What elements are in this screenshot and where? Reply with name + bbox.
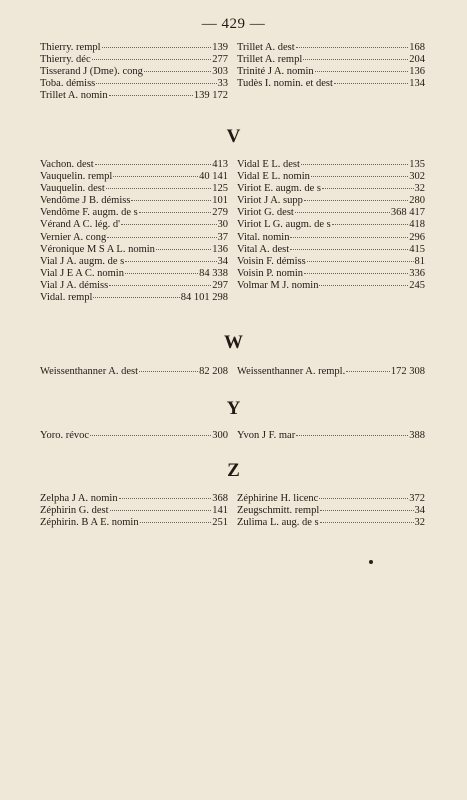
entry-name: Yvon J F. mar bbox=[237, 430, 296, 441]
index-entry bbox=[40, 493, 228, 505]
entry-pages: 300 bbox=[212, 430, 228, 441]
index-entry bbox=[237, 493, 425, 505]
entry-pages: 279 bbox=[212, 207, 228, 219]
index-entry bbox=[237, 54, 425, 66]
entry-pages: 32 bbox=[414, 517, 425, 529]
section-letter-v: V bbox=[226, 126, 241, 147]
entry-pages: 245 bbox=[409, 279, 425, 291]
entry-name: Vidal. rempl bbox=[40, 292, 93, 304]
index-entry bbox=[40, 54, 228, 66]
entry-pages: 204 bbox=[409, 54, 425, 66]
index-entry bbox=[40, 244, 228, 256]
entry-name: Vauquelin. rempl bbox=[40, 171, 113, 183]
dot-leader bbox=[92, 59, 212, 60]
index-entry bbox=[40, 505, 228, 517]
column-left bbox=[40, 159, 228, 304]
entry-pages: 84 338 bbox=[199, 267, 228, 279]
dot-leader bbox=[109, 285, 211, 286]
entry-pages: 296 bbox=[409, 231, 425, 243]
entry-name: Trillet A. rempl bbox=[237, 54, 303, 66]
entry-pages: 40 141 bbox=[199, 171, 228, 183]
entry-pages: 251 bbox=[212, 517, 228, 529]
page-number: — 429 — bbox=[201, 16, 266, 32]
dot-leader bbox=[95, 164, 212, 165]
index-entry bbox=[40, 292, 228, 304]
index-entry bbox=[40, 219, 228, 231]
entry-name: Zelpha J A. nomin bbox=[40, 493, 118, 504]
index-entry bbox=[237, 159, 425, 171]
section-letter-w: W bbox=[224, 332, 243, 353]
entry-pages: 30 bbox=[217, 219, 228, 231]
entry-name: Weissenthanner A. dest bbox=[40, 366, 139, 377]
dot-leader bbox=[140, 522, 212, 523]
dot-leader bbox=[139, 212, 212, 213]
entry-name: Vital A. dest bbox=[237, 243, 290, 255]
section-letter-y: Y bbox=[226, 398, 241, 419]
entry-pages: 134 bbox=[409, 78, 425, 90]
entry-name: Zeugschmitt. rempl bbox=[237, 505, 320, 517]
entry-pages: 415 bbox=[409, 243, 425, 255]
dot-leader bbox=[296, 435, 408, 436]
entry-name: Volmar M J. nomin bbox=[237, 279, 319, 291]
dot-leader bbox=[96, 83, 216, 84]
column-right bbox=[237, 430, 425, 442]
dot-leader bbox=[320, 510, 413, 511]
dot-leader bbox=[334, 83, 408, 84]
index-entry bbox=[237, 232, 425, 244]
entry-pages: 82 208 bbox=[199, 366, 228, 377]
dot-leader bbox=[295, 212, 390, 213]
entry-pages: 418 bbox=[409, 219, 425, 231]
index-entry bbox=[237, 430, 425, 442]
entry-pages: 388 bbox=[409, 430, 425, 441]
entry-name: Toba. démiss bbox=[40, 78, 96, 90]
entry-pages: 81 bbox=[414, 255, 425, 267]
entry-name: Zulima L. aug. de s bbox=[237, 517, 319, 529]
index-entry bbox=[40, 366, 228, 378]
entry-name: Tudès I. nomin. et dest bbox=[237, 78, 333, 90]
column-right bbox=[237, 42, 425, 90]
index-entry bbox=[237, 219, 425, 231]
entry-name: Vérand A C. lég. d' bbox=[40, 219, 121, 231]
column-right bbox=[237, 493, 425, 529]
entry-pages: 336 bbox=[409, 267, 425, 279]
dot-leader bbox=[346, 371, 390, 372]
entry-pages: 84 101 298 bbox=[180, 292, 228, 304]
column-right bbox=[237, 366, 425, 378]
entry-pages: 168 bbox=[409, 42, 425, 53]
column-left bbox=[40, 493, 228, 529]
entry-pages: 302 bbox=[409, 171, 425, 183]
dot-leader bbox=[119, 498, 212, 499]
index-entry bbox=[40, 207, 228, 219]
index-entry bbox=[237, 183, 425, 195]
entry-pages: 297 bbox=[212, 279, 228, 291]
dot-leader bbox=[315, 71, 409, 72]
dot-leader bbox=[131, 200, 211, 201]
entry-pages: 280 bbox=[409, 195, 425, 207]
dot-leader bbox=[93, 297, 179, 298]
entry-name: Tisserand J (Dme). cong bbox=[40, 66, 143, 78]
dot-leader bbox=[102, 47, 212, 48]
entry-name: Vachon. dest bbox=[40, 159, 94, 170]
column-right bbox=[237, 159, 425, 292]
dot-leader bbox=[319, 285, 408, 286]
index-entry bbox=[237, 78, 425, 90]
dot-leader bbox=[113, 176, 198, 177]
dot-leader bbox=[290, 249, 408, 250]
index-entry bbox=[237, 280, 425, 292]
dot-leader bbox=[320, 522, 414, 523]
entry-pages: 37 bbox=[217, 231, 228, 243]
index-entry bbox=[40, 159, 228, 171]
entry-pages: 372 bbox=[409, 493, 425, 504]
index-entry bbox=[237, 244, 425, 256]
entry-pages: 32 bbox=[414, 183, 425, 195]
entry-pages: 136 bbox=[409, 66, 425, 78]
dot-leader bbox=[304, 273, 408, 274]
entry-pages: 34 bbox=[217, 255, 228, 267]
entry-name: Vendôme J B. démiss bbox=[40, 195, 131, 207]
entry-name: Viriot G. dest bbox=[237, 207, 294, 219]
index-entry bbox=[40, 90, 228, 102]
entry-pages: 277 bbox=[212, 54, 228, 66]
index-entry bbox=[40, 280, 228, 292]
dot-leader bbox=[319, 498, 408, 499]
index-entry bbox=[40, 66, 228, 78]
entry-name: Thierry. déc bbox=[40, 54, 91, 66]
entry-name: Zéphirin. B A E. nomin bbox=[40, 517, 139, 529]
index-entry bbox=[40, 268, 228, 280]
index-entry bbox=[237, 66, 425, 78]
entry-pages: 141 bbox=[212, 505, 228, 517]
entry-name: Vital. nomin bbox=[237, 231, 290, 243]
entry-name: Vendôme F. augm. de s bbox=[40, 207, 138, 219]
entry-pages: 413 bbox=[212, 159, 228, 170]
index-entry bbox=[40, 232, 228, 244]
entry-pages: 139 bbox=[212, 42, 228, 53]
index-entry bbox=[40, 171, 228, 183]
entry-pages: 135 bbox=[409, 159, 425, 170]
index-entry bbox=[40, 256, 228, 268]
dot-leader bbox=[307, 261, 414, 262]
dot-leader bbox=[106, 188, 212, 189]
entry-name: Vial J A. augm. de s bbox=[40, 255, 125, 267]
column-left bbox=[40, 430, 228, 442]
index-entry bbox=[237, 42, 425, 54]
entry-pages: 34 bbox=[414, 505, 425, 517]
dot-leader bbox=[304, 200, 408, 201]
dot-leader bbox=[156, 249, 211, 250]
index-entry bbox=[237, 366, 425, 378]
section-letter-z: Z bbox=[227, 460, 240, 481]
index-entry bbox=[40, 195, 228, 207]
index-entry bbox=[40, 78, 228, 90]
dot-leader bbox=[90, 435, 211, 436]
dot-leader bbox=[144, 71, 211, 72]
entry-name: Yoro. révoc bbox=[40, 430, 90, 441]
dot-leader bbox=[125, 261, 216, 262]
index-entry bbox=[40, 517, 228, 529]
dot-leader bbox=[121, 224, 216, 225]
index-entry bbox=[237, 195, 425, 207]
entry-name: Thierry. rempl bbox=[40, 42, 101, 53]
index-entry bbox=[40, 42, 228, 54]
index-entry bbox=[40, 430, 228, 442]
entry-pages: 101 bbox=[212, 195, 228, 207]
entry-name: Zéphirine H. licenc bbox=[237, 493, 319, 504]
dot-leader bbox=[322, 188, 414, 189]
entry-name: Vial J A. démiss bbox=[40, 279, 109, 291]
entry-name: Weissenthanner A. rempl. bbox=[237, 366, 346, 377]
dot-leader bbox=[290, 237, 408, 238]
entry-pages: 172 308 bbox=[390, 366, 425, 377]
dot-leader bbox=[311, 176, 408, 177]
column-left bbox=[40, 366, 228, 378]
entry-pages: 368 bbox=[212, 493, 228, 504]
dot-leader bbox=[303, 59, 408, 60]
index-entry bbox=[237, 256, 425, 268]
entry-name: Zéphirin G. dest bbox=[40, 505, 109, 517]
entry-name: Vauquelin. dest bbox=[40, 183, 105, 195]
entry-pages: 136 bbox=[212, 243, 228, 255]
index-entry bbox=[237, 171, 425, 183]
entry-name: Viriot E. augm. de s bbox=[237, 183, 321, 195]
dot-leader bbox=[110, 510, 212, 511]
entry-pages: 368 417 bbox=[390, 207, 425, 219]
dot-leader bbox=[332, 224, 408, 225]
entry-pages: 33 bbox=[217, 78, 228, 90]
entry-name: Vial J E A C. nomin bbox=[40, 267, 124, 279]
entry-name: Trillet A. dest bbox=[237, 42, 295, 53]
entry-pages: 125 bbox=[212, 183, 228, 195]
entry-name: Trillet A. nomin bbox=[40, 90, 108, 102]
dot-leader bbox=[139, 371, 198, 372]
entry-name: Trinité J A. nomin bbox=[237, 66, 314, 78]
entry-pages: 303 bbox=[212, 66, 228, 78]
dot-leader bbox=[107, 237, 216, 238]
dot-leader bbox=[301, 164, 408, 165]
index-entry bbox=[40, 183, 228, 195]
dot-leader bbox=[109, 95, 193, 96]
index-entry bbox=[237, 505, 425, 517]
entry-pages: 139 172 bbox=[193, 90, 228, 102]
dot-leader bbox=[125, 273, 198, 274]
entry-name: Vernier A. cong bbox=[40, 231, 107, 243]
entry-name: Viriot J A. supp bbox=[237, 195, 303, 207]
entry-name: Voisin F. démiss bbox=[237, 255, 306, 267]
entry-name: Vidal E L. dest bbox=[237, 159, 300, 170]
ink-blot bbox=[369, 560, 373, 564]
dot-leader bbox=[296, 47, 409, 48]
index-entry bbox=[237, 517, 425, 529]
index-entry bbox=[237, 268, 425, 280]
index-entry bbox=[237, 207, 425, 219]
entry-name: Véronique M S A L. nomin bbox=[40, 243, 155, 255]
entry-name: Viriot L G. augm. de s bbox=[237, 219, 331, 231]
entry-name: Vidal E L. nomin bbox=[237, 171, 310, 183]
column-left bbox=[40, 42, 228, 102]
entry-name: Voisin P. nomin bbox=[237, 267, 304, 279]
